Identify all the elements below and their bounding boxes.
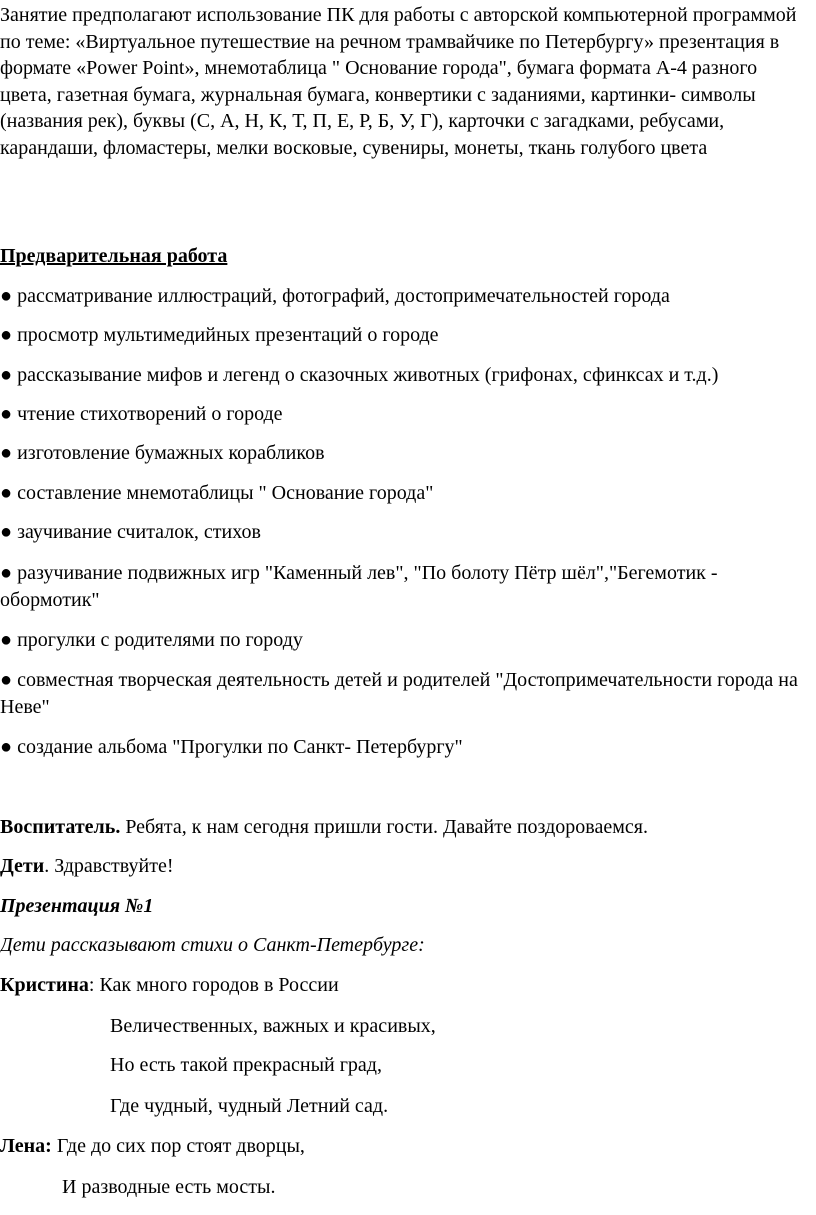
list-item (0, 322, 439, 349)
lena-line-1 (0, 1133, 305, 1160)
speaker-label-lena: Лена: (0, 1135, 52, 1157)
poem-line: И разводные есть мосты. (62, 1176, 276, 1198)
bullet-icon: ● (0, 285, 13, 307)
poem-line: Но есть такой прекрасный град, (110, 1054, 382, 1076)
list-item-text: разучивание подвижных игр "Каменный лев", "По болоту Пётр шёл","Бегемотик - обормотик" (0, 562, 718, 611)
bullet-icon: ● (0, 324, 13, 346)
bullet-icon: ● (0, 403, 13, 425)
teacher-text: Ребята, к нам сегодня пришли гости. Давайте поздороваемся. (120, 816, 648, 838)
poem-line: Где чудный, чудный Летний сад. (110, 1095, 389, 1117)
bullet-icon: ● (0, 482, 13, 504)
poems-intro: Дети рассказывают стихи о Санкт-Петербурге: (0, 934, 425, 956)
list-item-text: чтение стихотворений о городе (17, 403, 283, 425)
list-item (0, 283, 670, 310)
speaker-label-children: Дети (0, 855, 45, 877)
list-item-text: рассматривание иллюстраций, фотографий, достопримечательностей города (17, 285, 670, 307)
bullet-icon: ● (0, 442, 13, 464)
section-heading-preliminary-work: Предварительная работа (0, 245, 228, 267)
list-item (0, 480, 433, 507)
list-item (0, 440, 325, 467)
intro-paragraph: Занятие предполагают использование ПК для работы с авторской компьютерной программой по теме: «Виртуальное путешествие на речном трамвайчике по Петербургу» презентация в формате «Power Point», мнемотаблица " Основание города", бумага формата А-4 разного цвета, газетная бумага, журнальная бумага, конвертики с заданиями, картинки- символы (названия рек), буквы (С, А, Н, К, Т, П, Е, Р, Б, У, Г), карточки с загадками, ребусами, карандаши, фломастеры, мелки восковые, сувениры, монеты, ткань голубого цвета (0, 4, 797, 159)
list-item (0, 401, 283, 428)
poem-line: : Как много городов в России (88, 974, 339, 996)
children-text: . Здравствуйте! (44, 855, 174, 877)
list-item-text: изготовление бумажных корабликов (17, 442, 325, 464)
poem-line: Величественных, важных и красивых, (110, 1015, 436, 1037)
list-item (0, 519, 261, 546)
speaker-label-teacher: Воспитатель. (0, 816, 121, 838)
children-line (0, 853, 174, 880)
list-item-text: заучивание считалок, стихов (17, 521, 261, 543)
list-item-text: рассказывание мифов и легенд о сказочных животных (грифонах, сфинксах и т.д.) (17, 364, 719, 386)
speaker-label-kristina: Кристина (0, 974, 89, 996)
bullet-icon: ● (0, 629, 13, 651)
bullet-icon: ● (0, 521, 13, 543)
list-item-text: создание альбома "Прогулки по Санкт- Петербургу" (17, 736, 463, 758)
bullet-icon: ● (0, 669, 13, 691)
bullet-icon: ● (0, 364, 13, 386)
list-item-text: составление мнемотаблицы " Основание города" (17, 482, 434, 504)
list-item (0, 667, 810, 720)
list-item-text: просмотр мультимедийных презентаций о городе (17, 324, 439, 346)
list-item-text: прогулки с родителями по городу (17, 629, 303, 651)
bullet-icon: ● (0, 562, 13, 584)
kristina-line-1 (0, 972, 339, 999)
list-item (0, 362, 718, 389)
list-item (0, 627, 303, 654)
list-item (0, 560, 810, 613)
list-item-text: совместная творческая деятельность детей и родителей "Достопримечательности города на Неве" (0, 669, 798, 718)
poem-line: Где до сих пор стоят дворцы, (51, 1135, 305, 1157)
list-item (0, 734, 463, 761)
presentation-label: Презентация №1 (0, 895, 154, 917)
bullet-icon: ● (0, 736, 13, 758)
teacher-line (0, 814, 648, 841)
